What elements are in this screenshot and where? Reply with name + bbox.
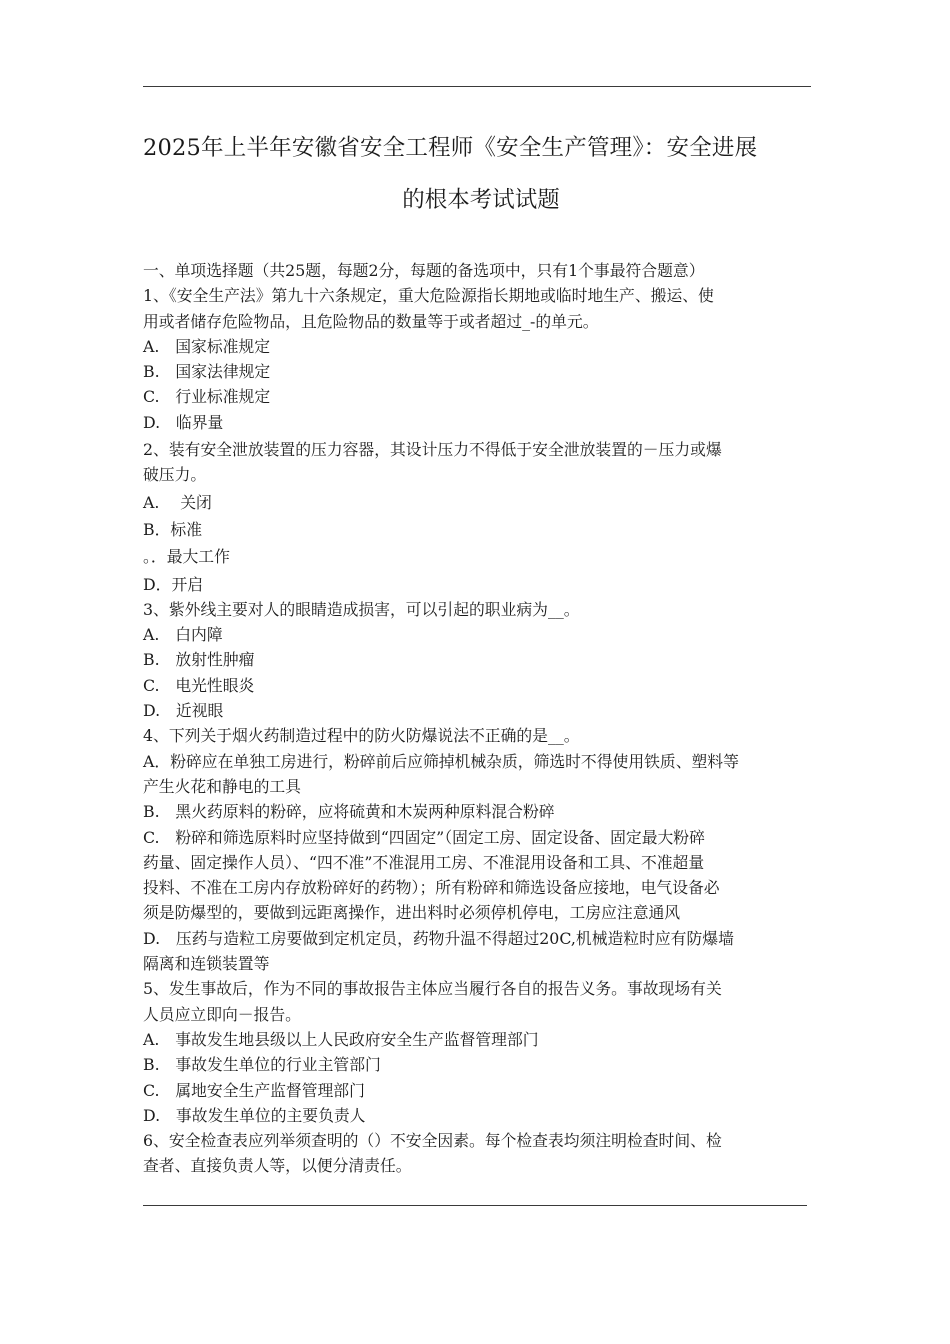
question-1 <box>143 283 823 435</box>
answer-option: D. 临界量 <box>143 412 224 432</box>
answer-option: 投料、不准在工房内存放粉碎好的药物）；所有粉碎和筛选设备应接地，电气设备必 <box>143 878 720 898</box>
question-stem-line: 3、紫外线主要对人的眼睛造成损害，可以引起的职业病为__。 <box>143 599 580 619</box>
section-header: 一、单项选择题（共25题，每题2分，每题的备选项中，只有1个事最符合题意） <box>143 261 705 280</box>
question-stem-line: 5、发生事故后，作为不同的事故报告主体应当履行各自的报告义务。事故现场有关 <box>143 979 722 999</box>
question-stem-line: 人员应立即向－报告。 <box>143 1004 301 1024</box>
answer-option: B. 放射性肿瘤 <box>143 650 255 670</box>
answer-option: A. 国家标准规定 <box>143 336 271 356</box>
answer-option: C. 行业标准规定 <box>143 387 271 407</box>
answer-option: A．粉碎应在单独工房进行，粉碎前后应筛掉机械杂质，筛选时不得使用铁质、塑料等 <box>143 751 739 771</box>
question-3 <box>143 597 823 723</box>
question-stem-line: 6、安全检查表应列举须查明的（）不安全因素。每个检查表均须注明检查时间、检 <box>143 1131 722 1151</box>
answer-option: B．标准 <box>143 519 202 539</box>
question-6 <box>143 1128 823 1179</box>
answer-option: 产生火花和静电的工具 <box>143 776 301 796</box>
title-line-1: 2025年上半年安徽省安全工程师《安全生产管理》：安全进展 <box>143 135 758 161</box>
question-stem-line: 4、下列关于烟火药制造过程中的防火防爆说法不正确的是__。 <box>143 726 580 746</box>
answer-option: B. 事故发生单位的行业主管部门 <box>143 1055 381 1075</box>
document-body <box>143 258 823 1179</box>
title-line-2: 的根本考试试题 <box>402 187 560 213</box>
answer-option: B. 国家法律规定 <box>143 362 271 382</box>
answer-option: B. 黑火药原料的粉碎，应将硫黄和木炭两种原料混合粉碎 <box>143 802 555 822</box>
question-stem-line: 破压力。 <box>143 465 207 485</box>
answer-option: 。．最大工作 <box>143 547 230 567</box>
question-stem-line: 1、《安全生产法》第九十六条规定，重大危险源指长期地或临时地生产、搬运、使 <box>143 286 714 306</box>
answer-option: A. 事故发生地县级以上人民政府安全生产监督管理部门 <box>143 1029 539 1049</box>
answer-option: C. 粉碎和筛选原料时应坚持做到“四固定”（固定工房、固定设备、固定最大粉碎 <box>143 827 705 847</box>
question-stem-line: 查者、直接负责人等，以便分清责任。 <box>143 1156 412 1176</box>
answer-option: 须是防爆型的，要做到远距离操作，进出料时必须停机停电，工房应注意通风 <box>143 903 681 923</box>
footer-rule <box>143 1205 807 1206</box>
answer-option: D. 压药与造粒工房要做到定机定员，药物升温不得超过20C,机械造粒时应有防爆墙 <box>143 928 734 948</box>
question-4 <box>143 723 823 976</box>
answer-option: C. 电光性眼炎 <box>143 675 255 695</box>
answer-option: A. 白内障 <box>143 625 223 645</box>
answer-option: D. 事故发生单位的主要负责人 <box>143 1105 366 1125</box>
answer-option: A. 关闭 <box>143 492 212 512</box>
answer-option: D．开启 <box>143 574 204 594</box>
header-rule <box>143 86 811 87</box>
question-stem-line: 用或者储存危险物品，且危险物品的数量等于或者超过_-的单元。 <box>143 311 599 331</box>
question-2 <box>143 437 823 597</box>
question-stem-line: 2、装有安全泄放装置的压力容器，其设计压力不得低于安全泄放装置的－压力或爆 <box>143 440 722 460</box>
answer-option: 隔离和连锁装置等 <box>143 954 270 974</box>
answer-option: C. 属地安全生产监督管理部门 <box>143 1080 365 1100</box>
question-5 <box>143 976 823 1128</box>
document-title <box>143 124 819 228</box>
answer-option: D. 近视眼 <box>143 701 224 721</box>
answer-option: 药量、固定操作人员）、“四不准”不准混用工房、不准混用设备和工具、不准超量 <box>143 852 705 872</box>
